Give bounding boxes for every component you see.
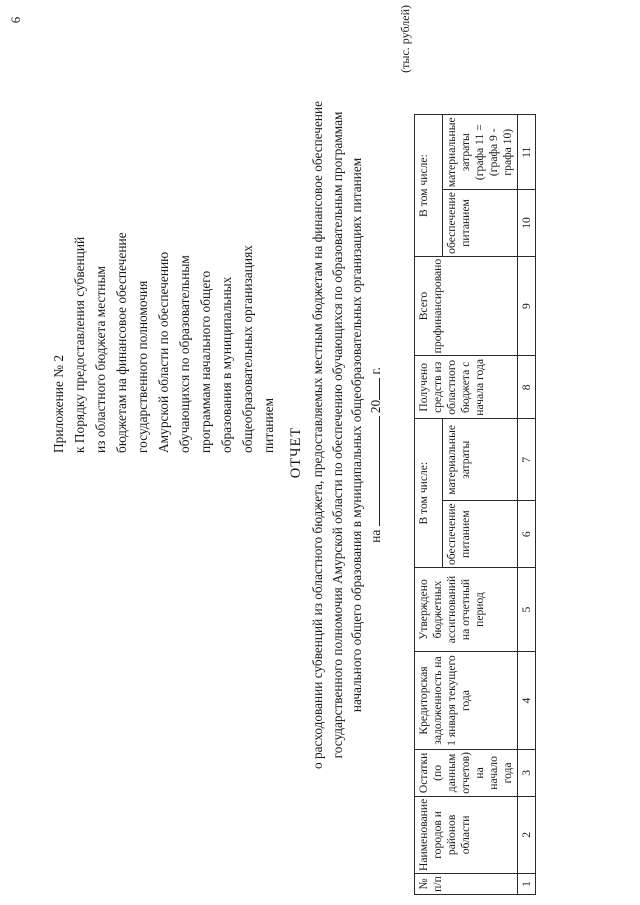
column-number: 2 bbox=[518, 796, 536, 873]
header-cell-food-supply: обеспечение питанием bbox=[443, 501, 518, 568]
appendix-line: образования в муниципальных bbox=[219, 276, 234, 453]
column-number: 4 bbox=[518, 652, 536, 750]
appendix-line: бюджетам на финансовое обеспечение bbox=[114, 232, 129, 453]
page-number: 6 bbox=[8, 16, 23, 24]
column-number: 6 bbox=[518, 501, 536, 568]
appendix-line: Амурской области по обеспечению bbox=[156, 251, 171, 453]
subtitle-line: о расходовании субвенций из областного бюджета, предоставляемых местным бюджетам на финансовое обеспечение bbox=[310, 100, 325, 770]
subtitle-line: начального общего образования в муниципальных общеобразовательных организациях питанием bbox=[349, 157, 364, 713]
report-subtitle bbox=[308, 0, 367, 885]
header-cell-district: Наименование городов и районов области bbox=[415, 796, 518, 873]
date-blank-line bbox=[367, 416, 380, 526]
date-suffix: г. bbox=[368, 367, 383, 375]
column-number: 5 bbox=[518, 568, 536, 652]
header-cell-number: № п/п bbox=[415, 874, 518, 895]
report-date bbox=[367, 305, 384, 605]
column-number: 10 bbox=[518, 190, 536, 257]
report-table-wrapper bbox=[414, 114, 536, 895]
appendix-line: государственного полномочия bbox=[135, 280, 150, 453]
report-table bbox=[414, 114, 536, 895]
column-number: 8 bbox=[518, 356, 536, 419]
header-cell-food-supply: обеспечение питанием bbox=[443, 190, 518, 257]
header-cell-group-including: В том числе: bbox=[415, 419, 443, 568]
header-cell-financed-total: Всего профинансировано bbox=[415, 256, 518, 355]
appendix-line: к Порядку предоставления субвенций bbox=[72, 236, 87, 453]
header-cell-approved: Утверждено бюджетных ассигнований на отчетный период bbox=[415, 568, 518, 652]
column-number: 1 bbox=[518, 874, 536, 895]
header-cell-material-costs: материальные затраты bbox=[443, 419, 518, 501]
column-number: 9 bbox=[518, 256, 536, 355]
column-number: 3 bbox=[518, 750, 536, 797]
appendix-line: питанием bbox=[261, 397, 276, 453]
report-title: ОТЧЕТ bbox=[288, 426, 304, 479]
header-cell-received: Получено средств из областного бюджета с начала года bbox=[415, 356, 518, 419]
date-prefix: на bbox=[368, 529, 383, 543]
table-row-column-numbers bbox=[518, 115, 536, 895]
appendix-line: общеобразовательных организациях bbox=[240, 245, 255, 453]
appendix-line: из областного бюджета местным bbox=[93, 266, 108, 453]
column-number: 7 bbox=[518, 419, 536, 501]
date-year: 20 bbox=[368, 399, 383, 414]
year-blank-line bbox=[367, 378, 380, 400]
appendix-line: обучающихся по образовательным bbox=[177, 255, 192, 453]
units-label: (тыс. рублей) bbox=[398, 5, 412, 73]
header-cell-material-costs: материальные затраты (графа 11 = (графа 9 - графа 10) bbox=[443, 115, 518, 190]
table-header-row bbox=[415, 115, 443, 895]
appendix-heading bbox=[48, 23, 279, 453]
appendix-line: программам начального общего bbox=[198, 270, 213, 453]
subtitle-line: государственного полномочия Амурской области по обеспечению обучающихся по образовательным программам bbox=[329, 111, 345, 759]
appendix-line: Приложение № 2 bbox=[51, 354, 66, 453]
header-cell-payables: Кредиторская задолженность на 1 января текущего года bbox=[415, 652, 518, 750]
header-cell-group-including: В том числе: bbox=[415, 115, 443, 257]
header-cell-balance: Остатки (по данным отчетов) на начало года bbox=[415, 750, 518, 797]
column-number: 11 bbox=[518, 115, 536, 190]
